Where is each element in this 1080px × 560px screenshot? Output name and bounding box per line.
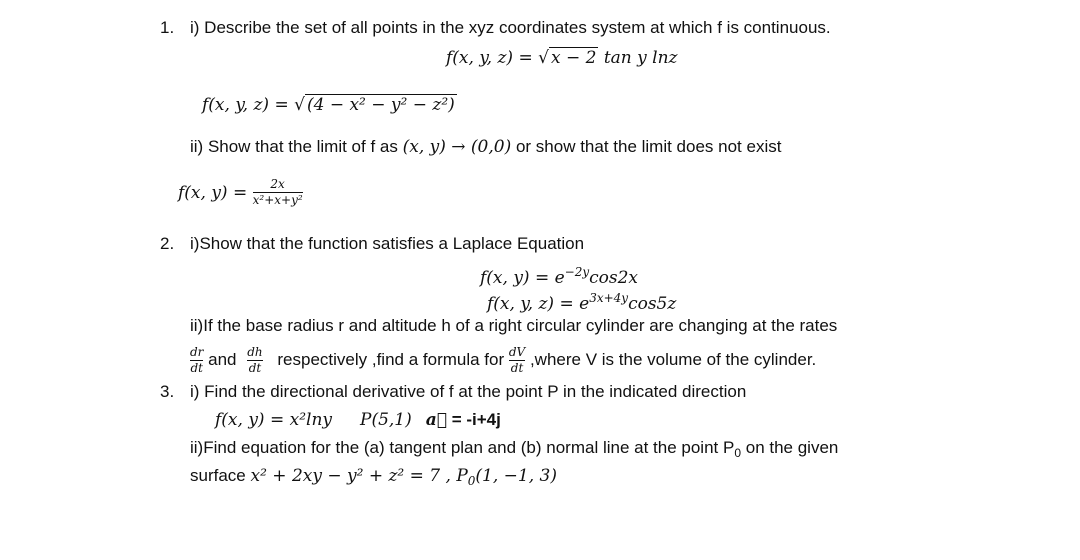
- dv-numerator: dV: [508, 345, 526, 359]
- q2-part-ii-line1: ii)If the base radius r and altitude h of a right circular cylinder are changing at the rates: [190, 316, 838, 335]
- q2-eq1-lhs: f(x, y) = e: [480, 268, 565, 288]
- and-text: and: [203, 349, 242, 369]
- q1-eq1-root: x − 2: [550, 48, 597, 68]
- q2-eq2-tail: cos5z: [628, 294, 677, 314]
- q2-equation-2: [487, 288, 676, 314]
- q3-direction-value: = -i+4j: [446, 410, 501, 429]
- q3-part-ii-text: ii)Find equation for the (a) tangent plan and (b) normal line at the point P: [190, 438, 735, 457]
- q1-eq3-numerator: 2x: [270, 177, 285, 191]
- respectively-text: respectively ,find a formula for: [272, 349, 509, 369]
- q1-equation-3: [178, 178, 303, 207]
- q1-part-ii-math: (x, y) → (0,0): [402, 137, 512, 157]
- sqrt-sign: √: [538, 48, 549, 68]
- q3-surface-line: [190, 466, 557, 491]
- surface-point: (1, −1, 3): [475, 466, 557, 486]
- q1-part-ii: [190, 137, 781, 157]
- q3-part-ii-tail: on the given: [741, 438, 839, 457]
- q2-eq2-lhs: f(x, y, z) = e: [487, 294, 590, 314]
- q2-part-ii-line2: [190, 346, 816, 375]
- dh-dt-fraction: [247, 346, 262, 375]
- q1-eq1-tail: tan y lnz: [598, 48, 678, 68]
- q2-eq1-exponent: −2y: [564, 265, 590, 279]
- q3-number: 3.: [160, 382, 175, 401]
- q3-direction-vector: a⃗: [425, 410, 447, 430]
- q1-equation-1: [446, 47, 678, 68]
- q3-part-ii: [190, 438, 838, 463]
- q1-eq1-lhs: f(x, y, z) =: [446, 48, 539, 68]
- volume-text: ,where V is the volume of the cylinder.: [525, 349, 817, 369]
- q3-part-ii-subscript: 0: [734, 446, 742, 460]
- q1-equation-2: [202, 94, 457, 115]
- dv-dt-fraction: [509, 346, 525, 375]
- dr-numerator: dr: [190, 345, 204, 359]
- dh-numerator: dh: [247, 345, 263, 359]
- q1-eq3-denominator: x²+x+y²: [252, 193, 303, 207]
- q3-function: f(x, y) = x²lny: [215, 410, 332, 430]
- surface-equation: x² + 2xy − y² + z² = 7 , P: [250, 466, 468, 486]
- q1-eq3-fraction: [253, 178, 303, 207]
- q1-eq3-lhs: f(x, y) =: [178, 183, 253, 203]
- surface-label: surface: [190, 466, 251, 485]
- sqrt-sign: √: [294, 95, 305, 115]
- q1-part-i-text: i) Describe the set of all points in the xyz coordinates system at which f is continuous.: [190, 18, 831, 37]
- q2-equation-1: [480, 262, 638, 288]
- q1-eq2-lhs: f(x, y, z) =: [202, 95, 295, 115]
- dv-denominator: dt: [510, 361, 524, 375]
- dr-dt-fraction: [190, 346, 203, 375]
- q1-eq2-root: (4 − x² − y² − z²): [306, 95, 455, 115]
- q3-part-i-text: i) Find the directional derivative of f at the point P in the indicated direction: [190, 382, 747, 401]
- q2-number: 2.: [160, 234, 175, 253]
- q1-number: 1.: [160, 18, 175, 37]
- q2-part-i-text: i)Show that the function satisfies a Laplace Equation: [190, 234, 585, 253]
- q2-eq1-tail: cos2x: [589, 268, 639, 288]
- q1-part-ii-b: or show that the limit does not exist: [511, 137, 782, 156]
- q3-point: P(5,1): [360, 410, 412, 430]
- dh-denominator: dt: [248, 361, 262, 375]
- q3-equation-line: [215, 410, 501, 430]
- dr-denominator: dt: [190, 361, 203, 375]
- surface-subscript: 0: [467, 474, 476, 488]
- q1-part-ii-a: ii) Show that the limit of f as: [190, 137, 403, 156]
- q2-eq2-exponent: 3x+4y: [589, 291, 629, 305]
